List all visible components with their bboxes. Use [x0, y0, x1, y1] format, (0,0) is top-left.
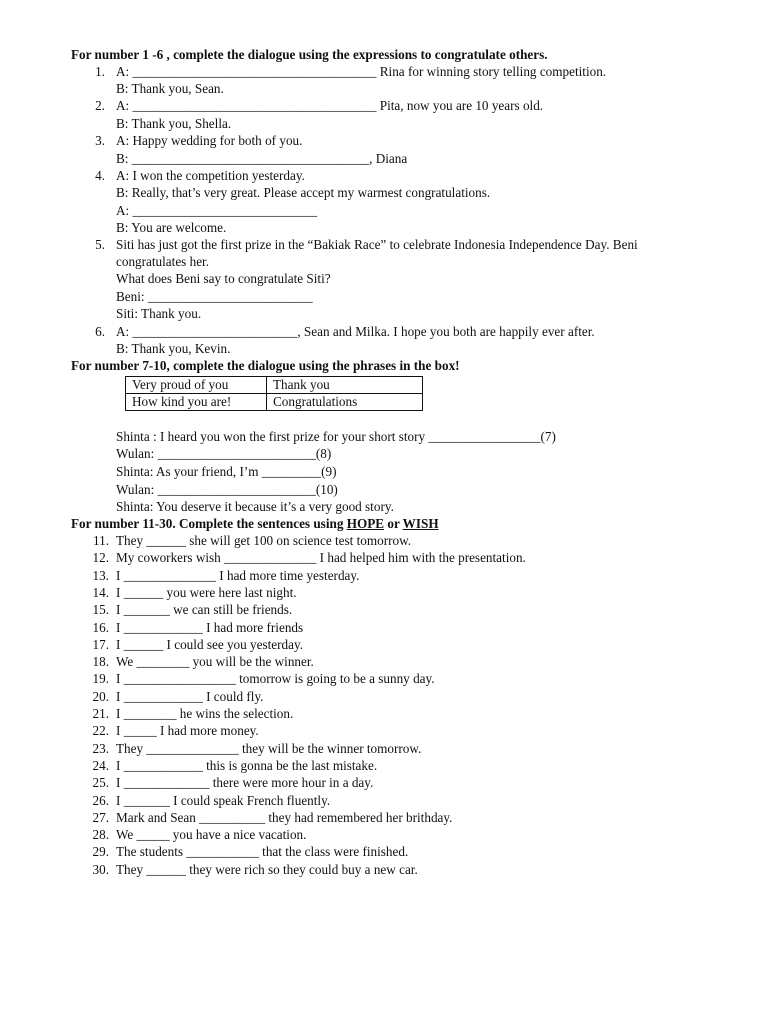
item-line: A: _____________________________________ Rina for winning story telling competition.: [116, 64, 607, 79]
item-number: 23.: [92, 741, 109, 756]
sentence-item: I ______ I could see you yesterday.: [116, 637, 304, 652]
sentence-item: They ______________ they will be the winner tomorrow.: [116, 741, 422, 756]
item-line: congratulates her.: [116, 254, 210, 269]
item-number: 2.: [95, 98, 105, 113]
sentence-item: I _____ I had more money.: [116, 723, 259, 738]
item-number: 30.: [92, 862, 109, 877]
sentence-item: I ____________ I had more friends: [116, 620, 304, 635]
sentence-item: I _______ I could speak French fluently.: [116, 793, 331, 808]
item-number: 18.: [92, 654, 109, 669]
item-number: 5.: [95, 237, 105, 252]
item-line: A: _________________________, Sean and Milka. I hope you both are happily ever after.: [116, 324, 595, 339]
item-line: Siti has just got the first prize in the “Bakiak Race” to celebrate Indonesia Independence Day. Beni: [116, 237, 638, 252]
sentence-item: I ____________ I could fly.: [116, 689, 264, 704]
item-number: 16.: [92, 620, 109, 635]
item-line: A: Happy wedding for both of you.: [116, 133, 303, 148]
phrase-cell: Very proud of you: [126, 377, 267, 394]
sentence-item: I ________ he wins the selection.: [116, 706, 294, 721]
sentence-item: They ______ she will get 100 on science test tomorrow.: [116, 533, 412, 548]
sentence-item: We _____ you have a nice vacation.: [116, 827, 307, 842]
item-line: Siti: Thank you.: [116, 306, 202, 321]
heading-or: or: [384, 516, 403, 531]
item-number: 29.: [92, 844, 109, 859]
phrase-box-row: [126, 377, 423, 394]
phrase-box: [125, 376, 423, 411]
phrase-cell: How kind you are!: [126, 394, 267, 411]
keyword-wish: WISH: [402, 516, 439, 531]
item-number: 1.: [95, 64, 105, 79]
phrase-cell: Thank you: [267, 377, 423, 394]
heading-prefix: For number 11-30. Complete the sentences using: [71, 516, 347, 531]
item-number: 12.: [92, 550, 109, 565]
item-line: B: Thank you, Shella.: [116, 116, 232, 131]
item-line: What does Beni say to congratulate Siti?: [116, 271, 331, 286]
sentence-item: We ________ you will be the winner.: [116, 654, 314, 669]
item-number: 6.: [95, 324, 105, 339]
item-line: B: You are welcome.: [116, 220, 227, 235]
sentence-item: Mark and Sean __________ they had remembered her brithday.: [116, 810, 453, 825]
dialogue-line: Wulan: ________________________(10): [116, 482, 338, 497]
sentence-item: I ______________ I had more time yesterday.: [116, 568, 360, 583]
section-1-heading: For number 1 -6 , complete the dialogue using the expressions to congratulate others.: [71, 47, 548, 62]
item-number: 22.: [92, 723, 109, 738]
dialogue-line: Shinta: You deserve it because it’s a very good story.: [116, 499, 394, 514]
item-number: 17.: [92, 637, 109, 652]
section-3-heading: [71, 516, 439, 531]
keyword-hope: HOPE: [346, 516, 385, 531]
item-line: B: Thank you, Kevin.: [116, 341, 231, 356]
sentence-item: I _______ we can still be friends.: [116, 602, 293, 617]
item-line: B: ____________________________________, Diana: [116, 151, 408, 166]
item-number: 20.: [92, 689, 109, 704]
sentence-item: I ____________ this is gonna be the last mistake.: [116, 758, 378, 773]
dialogue-line: Wulan: ________________________(8): [116, 446, 332, 461]
item-number: 4.: [95, 168, 105, 183]
item-number: 28.: [92, 827, 109, 842]
sentence-item: The students ___________ that the class were finished.: [116, 844, 409, 859]
item-number: 26.: [92, 793, 109, 808]
item-line: B: Thank you, Sean.: [116, 81, 224, 96]
item-number: 24.: [92, 758, 109, 773]
dialogue-line: Shinta : I heard you won the first prize for your short story _________________(7): [116, 429, 556, 444]
item-number: 19.: [92, 671, 109, 686]
item-line: A: _____________________________________ Pita, now you are 10 years old.: [116, 98, 544, 113]
sentence-item: I ______ you were here last night.: [116, 585, 297, 600]
sentence-item: They ______ they were rich so they could buy a new car.: [116, 862, 418, 877]
item-number: 25.: [92, 775, 109, 790]
section-2-heading: For number 7-10, complete the dialogue using the phrases in the box!: [71, 358, 460, 373]
item-number: 27.: [92, 810, 109, 825]
item-number: 3.: [95, 133, 105, 148]
item-line: Beni: _________________________: [116, 289, 313, 304]
item-line: B: Really, that’s very great. Please accept my warmest congratulations.: [116, 185, 491, 200]
phrase-box-row: [126, 394, 423, 411]
item-number: 15.: [92, 602, 109, 617]
item-line: A: ____________________________: [116, 203, 318, 218]
sentence-item: I _________________ tomorrow is going to be a sunny day.: [116, 671, 435, 686]
phrase-cell: Congratulations: [267, 394, 423, 411]
item-number: 21.: [92, 706, 109, 721]
dialogue-line: Shinta: As your friend, I’m _________(9): [116, 464, 337, 479]
item-number: 11.: [93, 533, 109, 548]
sentence-item: My coworkers wish ______________ I had helped him with the presentation.: [116, 550, 526, 565]
item-number: 14.: [92, 585, 109, 600]
sentence-item: I _____________ there were more hour in a day.: [116, 775, 374, 790]
item-line: A: I won the competition yesterday.: [116, 168, 305, 183]
item-number: 13.: [92, 568, 109, 583]
